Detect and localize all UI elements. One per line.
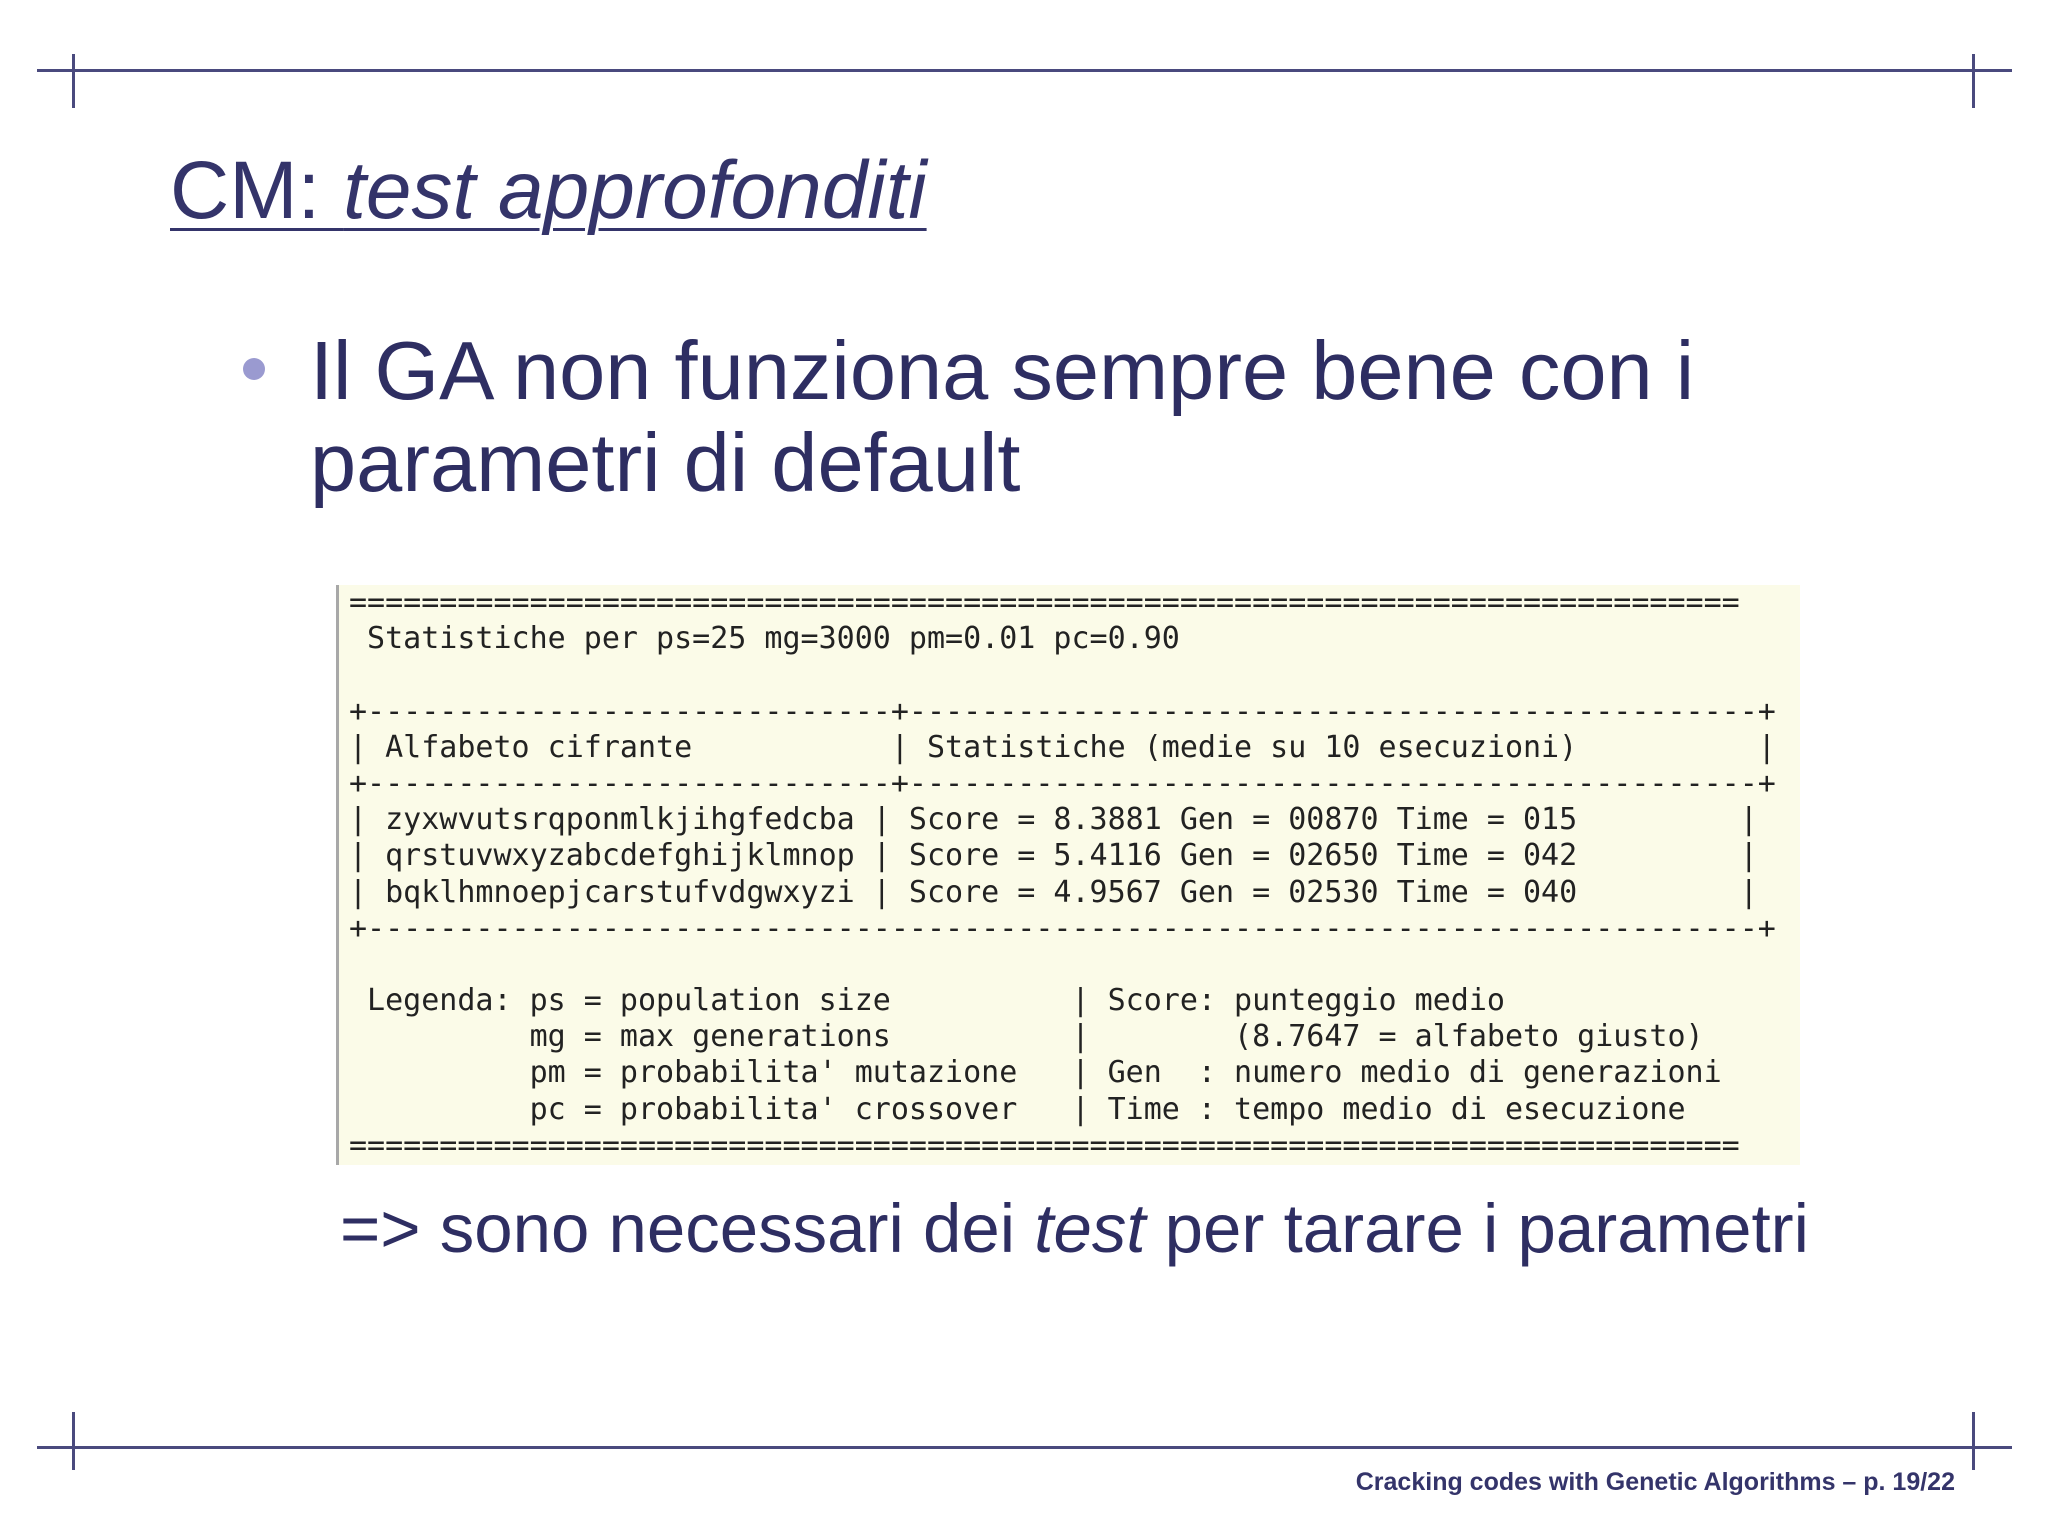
terminal-line: ============================================================================= — [349, 585, 1740, 620]
terminal-line: Statistiche per ps=25 mg=3000 pm=0.01 pc=0.90 — [349, 621, 1180, 657]
terminal-line: pm = probabilita' mutazione | Gen : numero medio di generazioni — [349, 1055, 1722, 1091]
top-right-tick — [1972, 54, 1975, 108]
slide-footer: Cracking codes with Genetic Algorithms – p. 19/22 — [1355, 1468, 1955, 1496]
slide-title — [170, 145, 927, 236]
conclusion-emphasis: test — [1034, 1190, 1146, 1267]
top-left-tick — [72, 54, 75, 108]
terminal-line: Legenda: ps = population size | Score: punteggio medio — [349, 983, 1505, 1019]
bullet-dot-icon — [243, 358, 265, 380]
bottom-left-tick — [72, 1412, 75, 1470]
conclusion-prefix: => sono necessari dei — [340, 1190, 1035, 1267]
terminal-line: +-----------------------------+-----------------------------------------------+ — [349, 693, 1776, 729]
terminal-output — [336, 585, 1800, 1165]
terminal-line: mg = max generations | (8.7647 = alfabeto giusto) — [349, 1019, 1704, 1055]
terminal-line: pc = probabilita' crossover | Time : tempo medio di esecuzione — [349, 1091, 1686, 1127]
terminal-line: | bqklhmnoepjcarstufvdgwxyzi | Score = 4.9567 Gen = 02530 Time = 040 | — [349, 874, 1758, 910]
bullet-text: Il GA non funziona sempre bene con i parametri di default — [310, 324, 1695, 509]
terminal-line: +-----------------------------+-----------------------------------------------+ — [349, 765, 1776, 801]
conclusion-suffix: per tarare i parametri — [1145, 1190, 1809, 1267]
top-rule — [37, 69, 2012, 72]
bottom-right-tick — [1972, 1412, 1975, 1470]
terminal-line: +-----------------------------------------------------------------------------+ — [349, 910, 1776, 946]
terminal-line: | Alfabeto cifrante | Statistiche (medie su 10 esecuzioni) | — [349, 729, 1776, 765]
terminal-line: | qrstuvwxyzabcdefghijklmnop | Score = 5.4116 Gen = 02650 Time = 042 | — [349, 838, 1758, 874]
conclusion-text — [340, 1190, 1809, 1267]
terminal-line: | zyxwvutsrqponmlkjihgfedcba | Score = 8.3881 Gen = 00870 Time = 015 | — [349, 802, 1758, 838]
terminal-line — [349, 657, 1800, 693]
bottom-rule — [37, 1446, 2012, 1449]
title-emphasis: test approfonditi — [343, 145, 927, 236]
terminal-line — [349, 947, 1800, 983]
terminal-line: ============================================================================= — [349, 1127, 1740, 1163]
title-prefix: CM: — [170, 145, 344, 236]
